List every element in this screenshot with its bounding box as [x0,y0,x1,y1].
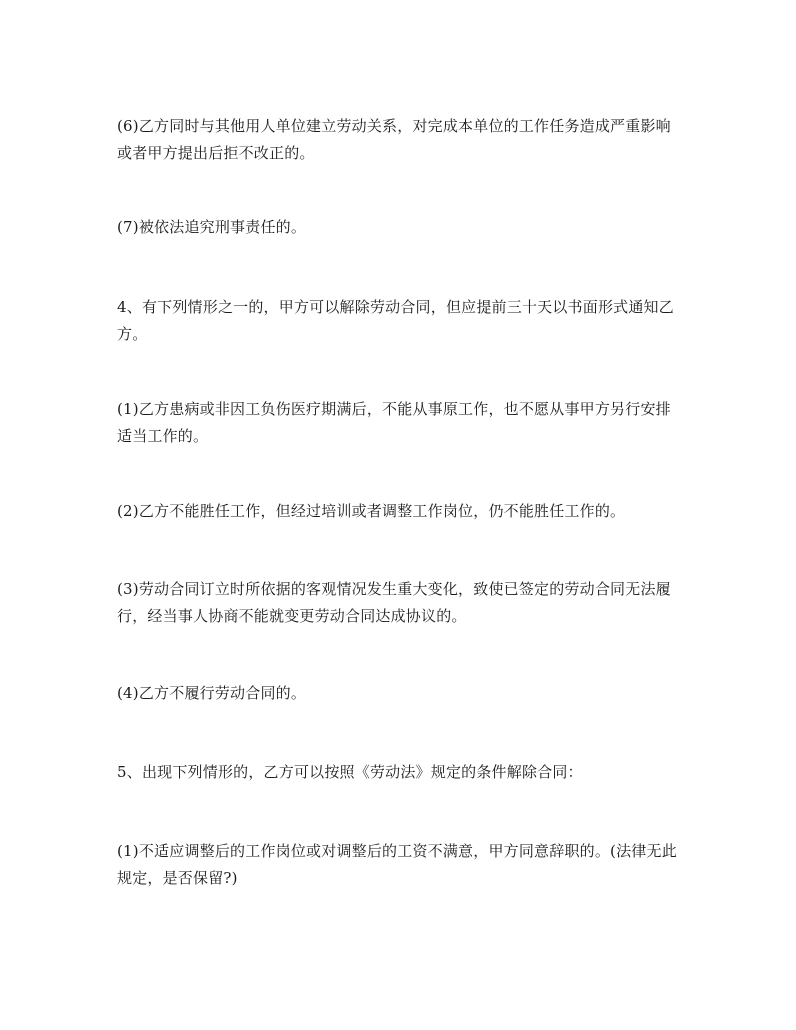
paragraph-6-concurrent-employment: (6)乙方同时与其他用人单位建立劳动关系，对完成本单位的工作任务造成严重影响或者甲方提出后拒不改正的。 [117,117,671,162]
paragraph-3-circumstances-change: (3)劳动合同订立时所依据的客观情况发生重大变化，致使已签定的劳动合同无法履行，经当事人协商不能就变更劳动合同达成协议的。 [117,580,671,625]
paragraph-1-resignation: (1)不适应调整后的工作岗位或对调整后的工资不满意，甲方同意辞职的。(法律无此规定，是否保留?) [117,842,677,887]
paragraph-7-criminal-liability: (7)被依法追究刑事责任的。 [117,218,307,236]
paragraph-2-incompetence: (2)乙方不能胜任工作，但经过培训或者调整工作岗位，仍不能胜任工作的。 [117,502,626,520]
paragraph-5-employee-termination: 5、出现下列情形的，乙方可以按照《劳动法》规定的条件解除合同： [117,763,583,781]
paragraph-4-termination-notice: 4、有下列情形之一的，甲方可以解除劳动合同，但应提前三十天以书面形式通知乙方。 [117,298,674,343]
paragraph-1-illness: (1)乙方患病或非因工负伤医疗期满后，不能从事原工作，也不愿从事甲方另行安排适当工作的。 [117,400,671,445]
paragraph-4-nonperformance: (4)乙方不履行劳动合同的。 [117,684,307,702]
